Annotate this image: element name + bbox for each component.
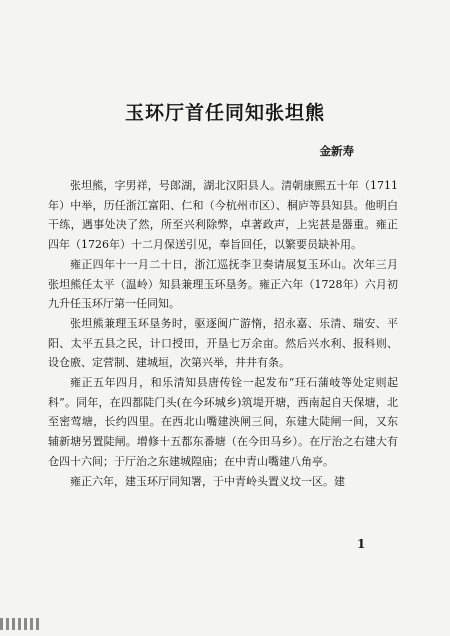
page-number: 1 [357, 537, 366, 551]
body-paragraph: 张坦熊兼理玉环垦务时，驱逐闽广游惰，招永嘉、乐清、瑞安、平阳、太平五县之民，计口授田，开垦七万余亩。然后兴水利、报科则、设仓廒、定营制、建城垣，次第兴举，井井有条。 [48, 316, 398, 370]
article-title: 玉环厅首任同知张坦熊 [124, 102, 325, 124]
article-body [48, 176, 398, 491]
body-paragraph: 雍正五年四月，和乐清知县唐传铨一起发布“玨石蒲岐等处定则起科”。同年，在四都陡门头(在今环城乡)筑堤开塘，西南起自天保塘，北至密莺塘，长约四里。在西北山嘴建泱闸三间，东建大陡闸一间，又东辅新塘另置陡闸。增修十五都东番塘（在今田马乡）。在厅治之右建大有仓四十六间；于厅治之东建城隍庙；在中青山嘴建八角亭。 [48, 376, 398, 468]
scan-edge-artifact [0, 618, 40, 630]
author-name: 金新寿 [319, 144, 354, 158]
body-paragraph: 张坦熊，字男祥，号郎湖，湖北汉阳县人。清朝康熙五十年（1711年）中举，历任浙江富阳、仁和（今杭州市区）、桐庐等县知县。他明白干练，遇事处决了然，所至兴利除弊，卓著政声，上宪甚是器重。雍正四年（1726年）十二月保送引见，奉旨回任，以繁要员缺补用。 [48, 179, 398, 252]
body-paragraph: 雍正六年，建玉环厅同知署，于中青岭头置义坟一区。建 [70, 474, 345, 488]
body-paragraph: 雍正四年十一月二十日，浙江巡抚李卫奏请展复玉环山。次年三月张坦熊任太平（温岭）知县兼理玉环垦务。雍正六年（1728年）六月初九升任玉环厅第一任同知。 [48, 257, 398, 311]
